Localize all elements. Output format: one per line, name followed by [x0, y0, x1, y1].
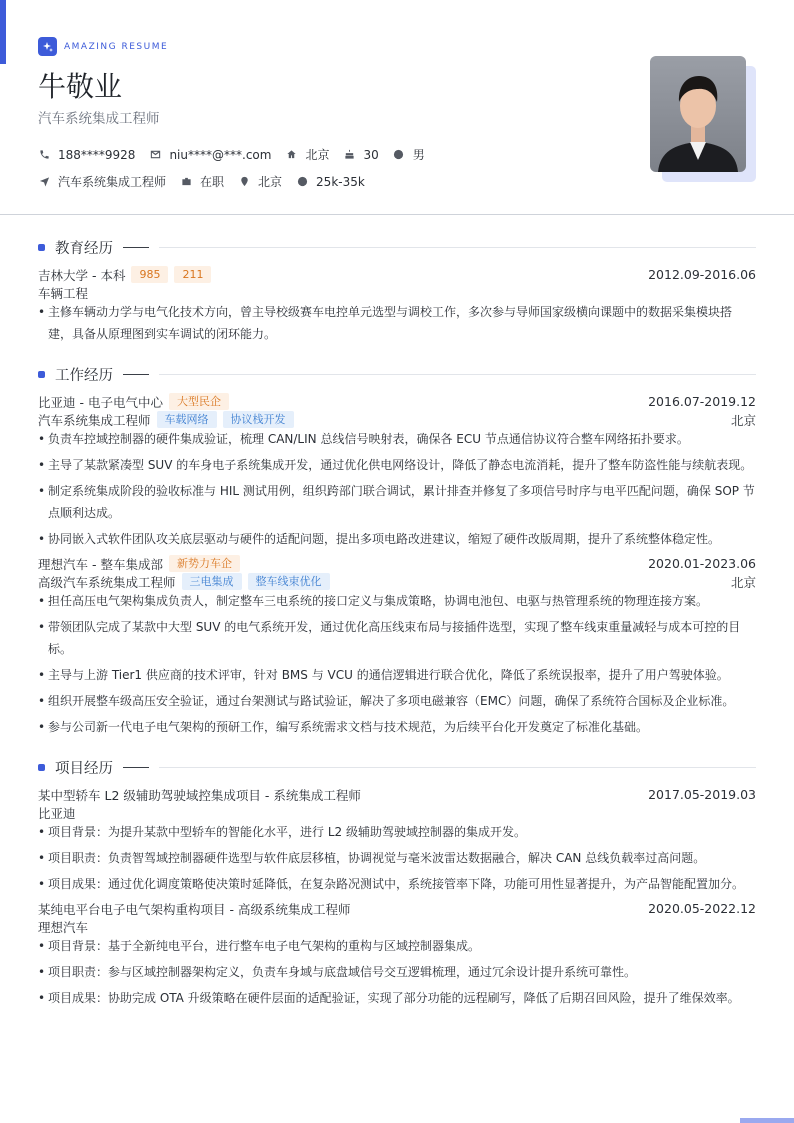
phone-item: 188****9928	[38, 148, 135, 162]
major: 车辆工程	[38, 285, 89, 301]
age-item: 30	[343, 148, 378, 162]
education-date: 2012.09-2016.06	[648, 267, 756, 282]
job-role: 汽车系统集成工程师	[38, 412, 151, 428]
intent-city-item: 北京	[238, 173, 282, 190]
job-role: 高级汽车系统集成工程师	[38, 574, 176, 590]
brand-text: AMAZING RESUME	[64, 41, 169, 52]
email-item: niu****@***.com	[149, 148, 271, 162]
list-item: • 项目成果：协助完成 OTA 升级策略在硬件层面的适配验证，实现了部分功能的远程刷写，降低了后期召回风险，提升了维保效率。	[38, 988, 758, 1010]
list-item: • 项目职责：参与区域控制器架构定义，负责车身域与底盘域信号交互逻辑梳理，通过冗余设计提升系统可靠性。	[38, 962, 758, 984]
avatar	[650, 56, 746, 172]
project-header	[38, 900, 756, 917]
city-item: 北京	[285, 146, 329, 163]
job-role-row	[38, 411, 756, 428]
section-title: 工作经历	[55, 367, 113, 384]
gender-item: 男	[393, 146, 425, 163]
list-item: • 组织开展整车级高压安全验证，通过台架测试与路试验证，解决了多项电磁兼容（EMC）问题，确保了系统符合国标及企业标准。	[38, 691, 758, 713]
bottom-accent-bar	[740, 1118, 794, 1123]
job-role-row	[38, 573, 756, 590]
section-marker	[38, 244, 45, 251]
cake-icon	[343, 149, 355, 161]
company-name: 比亚迪 - 电子电气中心	[38, 394, 163, 410]
resume-header	[38, 37, 758, 207]
accent-bar	[0, 0, 6, 64]
job-date: 2016.07-2019.12	[648, 394, 756, 409]
list-item: • 带领团队完成了某款中大型 SUV 的电气系统开发，通过优化高压线束布局与接插件选型，实现了整车线束重量减轻与成本可控的目标。	[38, 617, 758, 660]
role-tag: 整车线束优化	[248, 573, 330, 590]
role-tag: 三电集成	[182, 573, 242, 590]
job-header	[38, 555, 756, 572]
section-title: 项目经历	[55, 760, 113, 777]
job-city: 北京	[730, 574, 756, 590]
role-tag: 车载网络	[157, 411, 217, 428]
list-item: • 项目背景：基于全新纯电平台，进行整车电子电气架构的重构与区域控制器集成。	[38, 936, 758, 958]
section-work	[38, 365, 756, 383]
sparkle-icon	[38, 37, 57, 56]
project-org: 理想汽车	[38, 919, 89, 935]
company-name: 理想汽车 - 整车集成部	[38, 556, 163, 572]
mail-icon	[149, 149, 161, 161]
salary-item: 25k-35k	[296, 175, 365, 189]
company-tag: 新势力车企	[169, 555, 240, 572]
education-header	[38, 266, 756, 283]
section-marker	[38, 371, 45, 378]
briefcase-icon	[180, 176, 192, 188]
project-date: 2017.05-2019.03	[648, 787, 756, 802]
location-icon	[238, 176, 250, 188]
brand	[38, 37, 758, 56]
send-icon	[38, 176, 50, 188]
list-item: • 制定系统集成阶段的验收标准与 HIL 测试用例，组织跨部门联合调试，累计排查并修复了多项信号时序与电平匹配问题，确保 SOP 节点顺利达成。	[38, 481, 758, 524]
section-title: 教育经历	[55, 240, 113, 257]
list-item: • 主导与上游 Tier1 供应商的技术评审，针对 BMS 与 VCU 的通信逻辑进行联合优化，降低了系统误报率，提升了用户驾驶体验。	[38, 665, 758, 687]
list-item: • 主导了某款紧凑型 SUV 的车身电子系统集成开发，通过优化供电网络设计，降低了静态电流消耗，提升了整车防盗性能与续航表现。	[38, 455, 758, 477]
list-item: • 项目成果：通过优化调度策略使决策时延降低，在复杂路况测试中，系统接管率下降，功能可用性显著提升，为产品智能配置加分。	[38, 874, 758, 896]
list-item: • 主修车辆动力学与电气化技术方向，曾主导校级赛车电控单元选型与调校工作，多次参与导师国家级横向课题中的数据采集模块搭建，具备从原理图到实车调试的闭环能力。	[38, 302, 758, 345]
school-tag: 985	[131, 266, 168, 283]
candidate-name: 牛敬业	[38, 70, 123, 103]
school-name: 吉林大学 - 本科	[38, 267, 126, 283]
job-intent-row	[38, 173, 379, 190]
list-item: • 参与公司新一代电子电气架构的预研工作，编写系统需求文档与技术规范，为后续平台化开发奠定了标准化基础。	[38, 717, 758, 739]
contact-row	[38, 146, 439, 163]
header-divider	[0, 214, 794, 215]
project-header	[38, 786, 756, 803]
home-icon	[285, 149, 297, 161]
project-org: 比亚迪	[38, 805, 76, 821]
gender-icon	[393, 149, 405, 161]
status-item: 在职	[180, 173, 224, 190]
phone-icon	[38, 149, 50, 161]
project-date: 2020.05-2022.12	[648, 901, 756, 916]
role-tag: 协议栈开发	[223, 411, 294, 428]
list-item: • 协同嵌入式软件团队攻关底层驱动与硬件的适配问题，提出多项电路改进建议，缩短了硬件改版周期，提升了系统整体稳定性。	[38, 529, 758, 551]
job-city: 北京	[730, 412, 756, 428]
company-tag: 大型民企	[169, 393, 229, 410]
list-item: • 负责车控域控制器的硬件集成验证，梳理 CAN/LIN 总线信号映射表，确保各 ECU 节点通信协议符合整车网络拓扑要求。	[38, 429, 758, 451]
list-item: • 项目职责：负责智驾域控制器硬件选型与软件底层移植，协调视觉与毫米波雷达数据融合，解决 CAN 总线负载率过高问题。	[38, 848, 758, 870]
intent-position-item: 汽车系统集成工程师	[38, 173, 166, 190]
job-date: 2020.01-2023.06	[648, 556, 756, 571]
section-projects	[38, 758, 756, 776]
project-title: 某中型轿车 L2 级辅助驾驶域控集成项目 - 系统集成工程师	[38, 787, 361, 803]
job-header	[38, 393, 756, 410]
list-item: • 项目背景：为提升某款中型轿车的智能化水平，进行 L2 级辅助驾驶域控制器的集成开发。	[38, 822, 758, 844]
money-icon	[296, 176, 308, 188]
section-marker	[38, 764, 45, 771]
section-education	[38, 238, 756, 256]
candidate-title: 汽车系统集成工程师	[38, 111, 160, 127]
school-tag: 211	[174, 266, 211, 283]
list-item: • 担任高压电气架构集成负责人，制定整车三电系统的接口定义与集成策略，协调电池包、电驱与热管理系统的物理连接方案。	[38, 591, 758, 613]
project-title: 某纯电平台电子电气架构重构项目 - 高级系统集成工程师	[38, 901, 351, 917]
profile-photo	[650, 56, 758, 182]
